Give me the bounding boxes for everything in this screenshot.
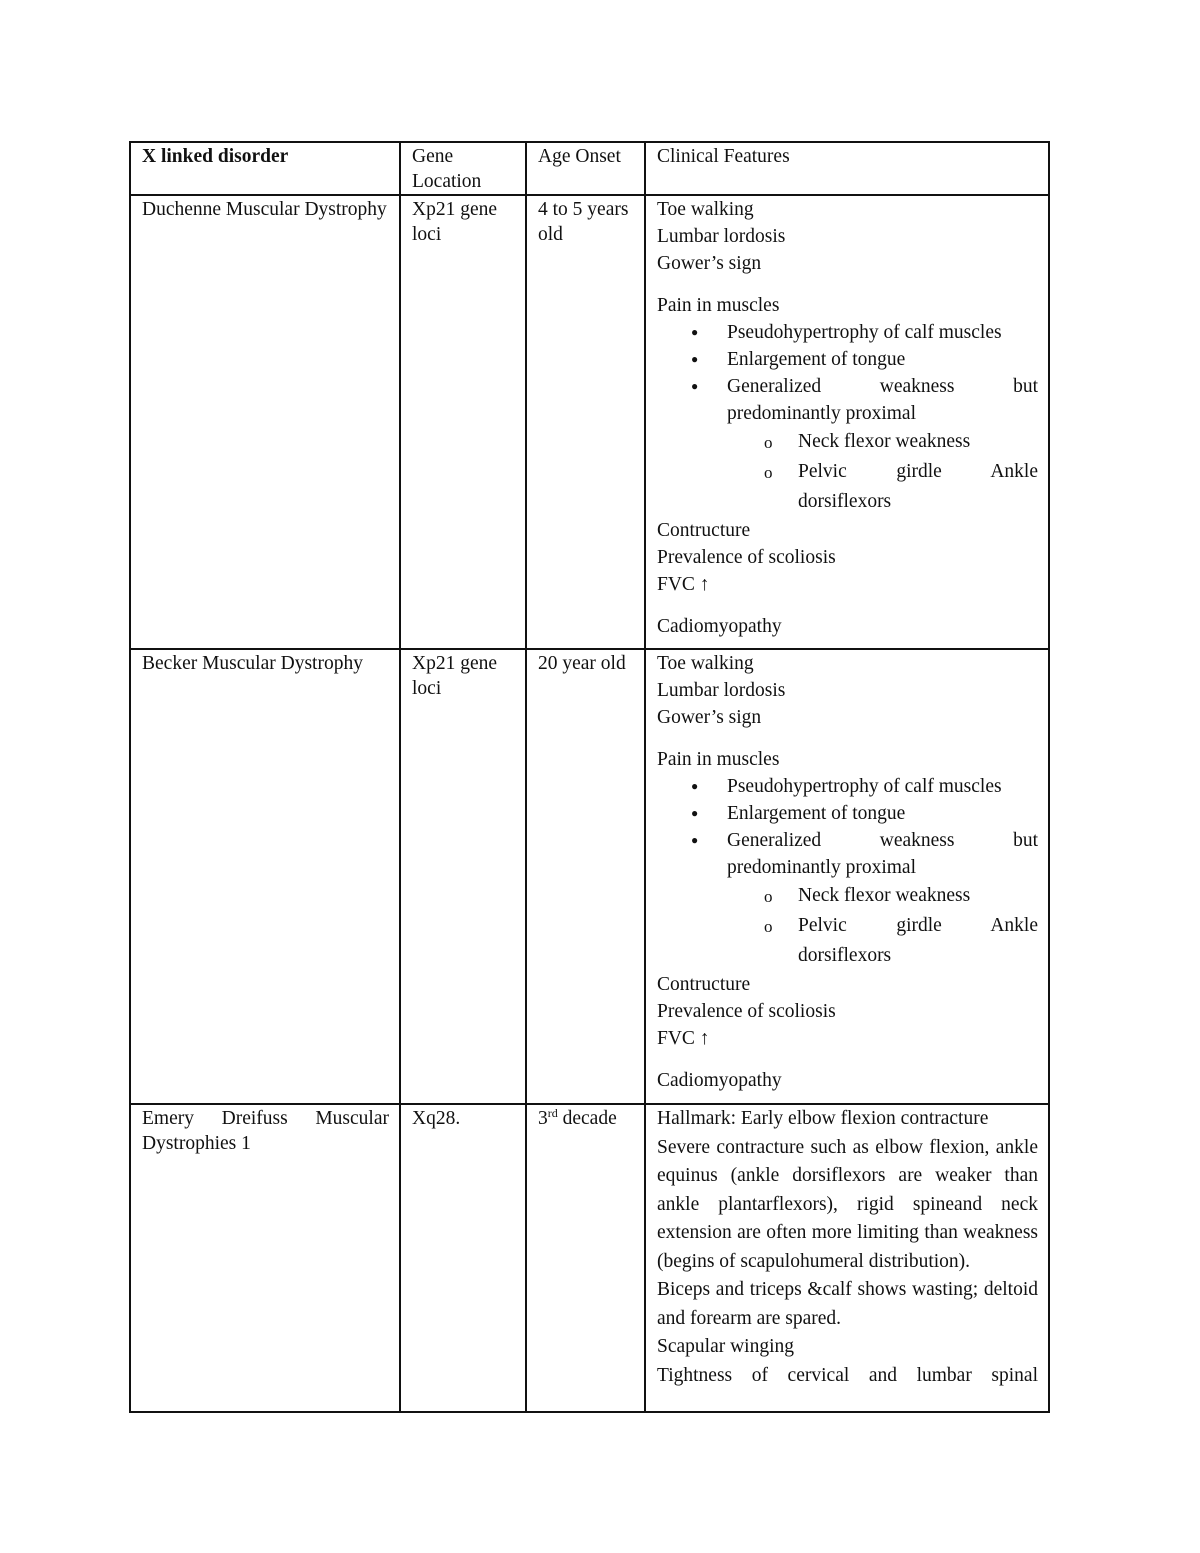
header-gene bbox=[400, 142, 526, 195]
feature-line: Tightness of cervical and lumbar spinal bbox=[657, 1364, 1038, 1386]
feature-line: Contructure bbox=[657, 974, 751, 995]
feature-paragraph: Severe contracture such as elbow flexion, ankle equinus (ankle dorsiflexors are weaker than ankle plantarflexors), rigid spineand neck extension are often more limiting than weakness (begins of scapulohumeral distribution). bbox=[657, 1136, 1038, 1272]
age-ordinal: rd bbox=[547, 1106, 558, 1120]
age-number: 3 bbox=[538, 1108, 548, 1129]
age-text: decade bbox=[557, 1108, 617, 1129]
header-features-text: Clinical Features bbox=[657, 146, 790, 167]
gene-location: Xp21 gene loci bbox=[412, 653, 498, 699]
feature-paragraph: Biceps and triceps &calf shows wasting; deltoid and forearm are spared. bbox=[657, 1279, 1038, 1329]
gene-cell bbox=[400, 649, 526, 1104]
sub-bullet-item: o Neck flexor weakness bbox=[657, 881, 1038, 911]
disorder-table bbox=[129, 141, 1050, 1413]
feature-line: Lumbar lordosis bbox=[657, 226, 786, 247]
age-cell bbox=[526, 195, 645, 649]
header-features bbox=[645, 142, 1049, 195]
feature-line: Scapular winging bbox=[657, 1336, 795, 1357]
sub-bullet-item: o Pelvic girdle Ankle dorsiflexors bbox=[657, 911, 1038, 971]
sub-bullet-list bbox=[657, 427, 1038, 517]
feature-line: Prevalence of scoliosis bbox=[657, 547, 836, 568]
sub-bullet-item: o Neck flexor weakness bbox=[657, 427, 1038, 457]
bullet-item: ● Enlargement of tongue bbox=[657, 346, 1038, 373]
table-row bbox=[130, 195, 1049, 649]
feature-line: Hallmark: Early elbow flexion contracture bbox=[657, 1108, 989, 1129]
feature-line: Lumbar lordosis bbox=[657, 680, 786, 701]
age-onset bbox=[538, 1105, 634, 1131]
feature-line: Prevalence of scoliosis bbox=[657, 1001, 836, 1022]
header-disorder bbox=[130, 142, 400, 195]
bullet-item: ● Pseudohypertrophy of calf muscles bbox=[657, 319, 1038, 346]
features-cell bbox=[645, 1104, 1049, 1412]
disorder-name: Emery Dreifuss Muscular Dystrophies 1 bbox=[142, 1108, 389, 1154]
feature-line: Cadiomyopathy bbox=[657, 1070, 782, 1091]
disorder-cell bbox=[130, 1104, 400, 1412]
gene-location: Xq28. bbox=[412, 1108, 461, 1129]
feature-line: Gower’s sign bbox=[657, 707, 762, 728]
age-cell bbox=[526, 649, 645, 1104]
bullet-item: ● Enlargement of tongue bbox=[657, 800, 1038, 827]
feature-line: Gower’s sign bbox=[657, 253, 762, 274]
disorder-cell bbox=[130, 649, 400, 1104]
bullet-list bbox=[657, 773, 1038, 881]
features-cell bbox=[645, 649, 1049, 1104]
features-cell bbox=[645, 195, 1049, 649]
disorder-name: Duchenne Muscular Dystrophy bbox=[142, 199, 387, 220]
bullet-item: ● Generalized weakness but predominantly proximal bbox=[657, 827, 1038, 881]
age-cell bbox=[526, 1104, 645, 1412]
feature-line: Toe walking bbox=[657, 653, 754, 674]
feature-line: Pain in muscles bbox=[657, 749, 780, 770]
feature-line: Pain in muscles bbox=[657, 295, 780, 316]
disorder-cell bbox=[130, 195, 400, 649]
bullet-item: ● Pseudohypertrophy of calf muscles bbox=[657, 773, 1038, 800]
gene-cell bbox=[400, 1104, 526, 1412]
sub-bullet-list bbox=[657, 881, 1038, 971]
feature-line: Contructure bbox=[657, 520, 751, 541]
age-onset: 20 year old bbox=[538, 653, 626, 674]
feature-line: FVC ↑ bbox=[657, 574, 710, 595]
header-age-text: Age Onset bbox=[538, 146, 621, 167]
feature-line: FVC ↑ bbox=[657, 1028, 710, 1049]
gene-cell bbox=[400, 195, 526, 649]
table-row bbox=[130, 1104, 1049, 1412]
feature-line: Toe walking bbox=[657, 199, 754, 220]
bullet-item: ● Generalized weakness but predominantly proximal bbox=[657, 373, 1038, 427]
feature-line: Cadiomyopathy bbox=[657, 616, 782, 637]
header-disorder-text: X linked disorder bbox=[142, 146, 289, 167]
table-header-row bbox=[130, 142, 1049, 195]
header-gene-text: Gene Location bbox=[412, 146, 482, 192]
disorder-name: Becker Muscular Dystrophy bbox=[142, 653, 363, 674]
gene-location: Xp21 gene loci bbox=[412, 199, 498, 245]
sub-bullet-item: o Pelvic girdle Ankle dorsiflexors bbox=[657, 457, 1038, 517]
table-row bbox=[130, 649, 1049, 1104]
age-onset: 4 to 5 years old bbox=[538, 199, 629, 245]
bullet-list bbox=[657, 319, 1038, 427]
header-age bbox=[526, 142, 645, 195]
